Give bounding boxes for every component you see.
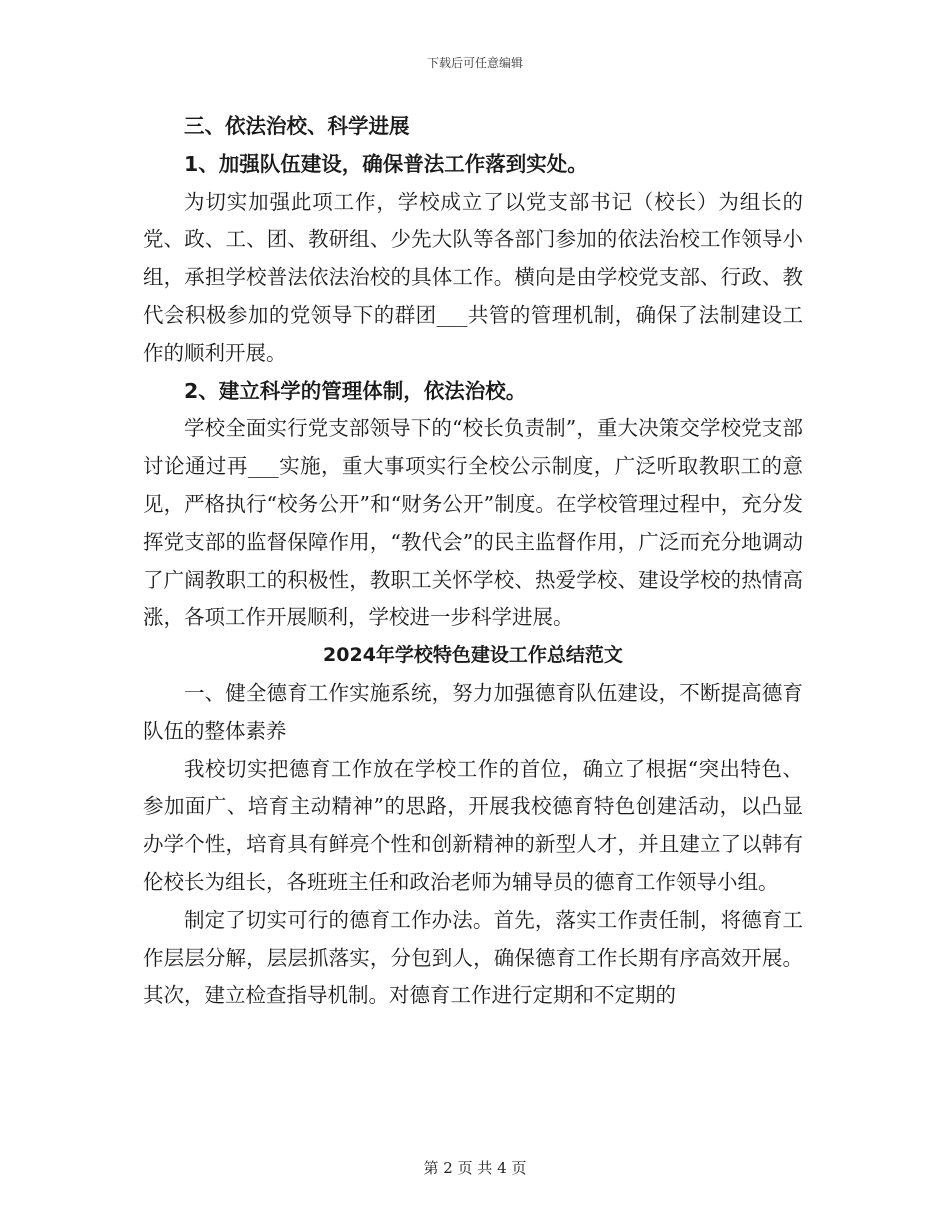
header-note: 下载后可任意编辑	[426, 56, 523, 70]
article-paragraph-3: 制定了切实可行的德育工作办法。首先，落实工作责任制，将德育工作层层分解，层层抓落实，分包到人，确保德育工作长期有序高效开展。其次，建立检查指导机制。对德育工作进行定期和不定期的	[143, 907, 803, 1008]
document-body	[143, 108, 803, 1015]
subsection-2-title: 2、建立科学的管理体制，依法治校。	[184, 378, 527, 403]
subsection-1-title: 1、加强队伍建设，确保普法工作落到实处。	[184, 151, 588, 176]
subsection-2-body: 学校全面实行党支部领导下的“校长负责制”，重大决策交学校党支部讨论通过再___实施，重大事项实行全校公示制度，广泛听取教职工的意见，严格执行“校务公开”和“财务公开”制度。在学校管理过程中，充分发挥党支部的监督保障作用，“教代会”的民主监督作用，广泛而充分地调动了广阔教职工的积极性，教职工关怀学校、热爱学校、建设学校的热情高涨，各项工作开展顺利，学校进一步科学进展。	[143, 416, 803, 630]
section-heading: 三、依法治校、科学进展	[184, 114, 410, 138]
article-paragraph-2: 我校切实把德育工作放在学校工作的首位，确立了根据“突出特色、参加面广、培育主动精神”的思路，开展我校德育特色创建活动，以凸显办学个性，培育具有鲜亮个性和创新精神的新型人才，并且建立了以韩有伦校长为组长，各班班主任和政治老师为辅导员的德育工作领导小组。	[143, 756, 803, 894]
page-number: 第 2 页 共 4 页	[423, 1159, 527, 1177]
article-title: 2024年学校特色建设工作总结范文	[323, 644, 623, 667]
article-paragraph-1: 一、健全德育工作实施系统，努力加强德育队伍建设，不断提高德育队伍的整体素养	[143, 680, 803, 743]
subsection-1-body: 为切实加强此项工作，学校成立了以党支部书记（校长）为组长的党、政、工、团、教研组、少先大队等各部门参加的依法治校工作领导小组，承担学校普法依法治校的具体工作。横向是由学校党支部、行政、教代会积极参加的党领导下的群团___共管的管理机制，确保了法制建设工作的顺利开展。	[143, 189, 803, 365]
